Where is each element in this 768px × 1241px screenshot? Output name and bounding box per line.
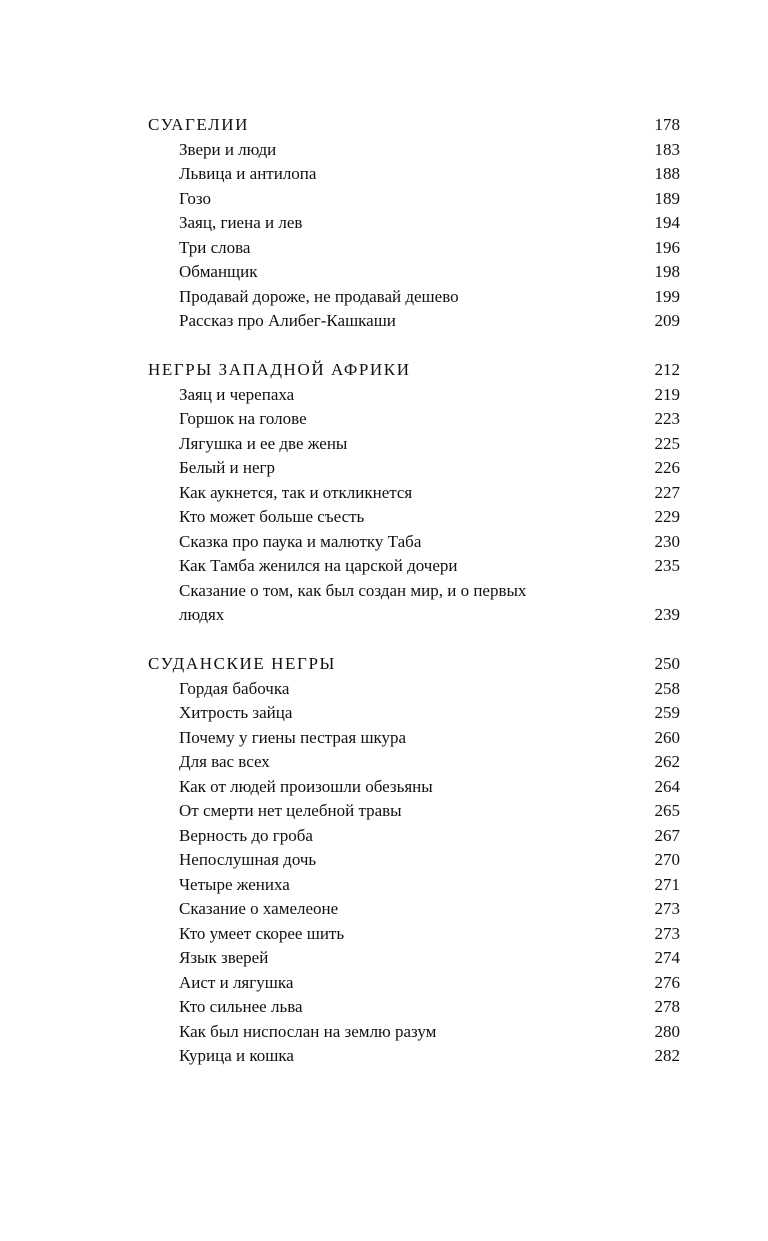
page-number: 225 — [654, 433, 680, 453]
entry-title: Как от людей произошли обезьяны — [179, 776, 433, 796]
entry-title: Белый и негр — [179, 458, 276, 477]
page-number: 262 — [654, 752, 680, 771]
entry-title: Заяц и черепаха — [179, 384, 295, 404]
page-number: 178 — [654, 115, 680, 134]
page-number: 209 — [654, 311, 680, 330]
page-number: 226 — [654, 458, 680, 477]
page-number: 230 — [654, 531, 680, 551]
toc-entry — [148, 456, 680, 481]
entry-title: Для вас всех — [179, 752, 270, 771]
toc-entry — [148, 995, 680, 1020]
toc-entry — [148, 481, 680, 506]
toc-entry — [148, 1044, 680, 1069]
page-number: 183 — [654, 139, 680, 159]
entry-title: Сказка про паука и малютку Таба — [179, 531, 422, 551]
entry-title: Заяц, гиена и лев — [179, 213, 303, 232]
page-number: 239 — [654, 605, 680, 624]
page-number: 274 — [654, 948, 680, 967]
toc-entry — [148, 897, 680, 922]
entry-title: От смерти нет целебной травы — [179, 801, 402, 820]
entry-title: Язык зверей — [179, 948, 269, 967]
section-heading — [148, 358, 680, 383]
toc-entry — [148, 554, 680, 579]
page-number: 235 — [654, 556, 680, 575]
toc-entry — [148, 260, 680, 285]
page-number: 267 — [654, 825, 680, 845]
page-number: 227 — [654, 482, 680, 502]
toc-entry — [148, 138, 680, 163]
page-number: 278 — [654, 997, 680, 1016]
entry-title: Как аукнется, так и откликнется — [179, 482, 413, 502]
toc-entry — [148, 922, 680, 947]
toc-entry — [148, 873, 680, 898]
entry-title: Курица и кошка — [179, 1046, 294, 1065]
page-number: 265 — [654, 801, 680, 820]
page-number: 276 — [654, 972, 680, 992]
page-number: 188 — [654, 164, 680, 183]
entry-title: Аист и лягушка — [179, 972, 294, 992]
section-title: СУАГЕЛИИ — [148, 115, 250, 134]
page-number: 223 — [654, 409, 680, 428]
toc-entry — [148, 726, 680, 751]
toc-entry — [148, 187, 680, 212]
toc-entry — [148, 162, 680, 187]
toc-entry — [148, 1020, 680, 1045]
page-number: 271 — [654, 874, 680, 894]
toc-entry — [148, 383, 680, 408]
entry-title: Кто может больше съесть — [179, 507, 365, 526]
entry-title: Четыре жениха — [179, 874, 290, 894]
page-number: 259 — [654, 703, 680, 722]
page-number: 260 — [654, 727, 680, 747]
entry-title: Верность до гроба — [179, 825, 313, 845]
page-number: 198 — [654, 262, 680, 281]
page-number: 270 — [654, 850, 680, 869]
page-number: 219 — [654, 384, 680, 404]
toc-entry — [148, 211, 680, 236]
section-title: НЕГРЫ ЗАПАДНОЙ АФРИКИ — [148, 360, 411, 379]
toc-entry — [148, 530, 680, 555]
toc-entry — [148, 971, 680, 996]
toc-entry — [148, 432, 680, 457]
entry-title: Три слова — [179, 237, 251, 257]
entry-title: Гордая бабочка — [179, 678, 290, 698]
entry-title: Гозо — [179, 188, 211, 208]
entry-title: Кто умеет скорее шить — [179, 923, 345, 943]
entry-title: Рассказ про Алибег-Кашкаши — [179, 311, 396, 330]
page-number: 250 — [654, 654, 680, 673]
section-title: СУДАНСКИЕ НЕГРЫ — [148, 654, 336, 673]
entry-title: Горшок на голове — [179, 409, 307, 428]
toc-entry — [148, 236, 680, 261]
toc-entry-wrapped-line2 — [148, 603, 680, 628]
entry-title: Лягушка и ее две жены — [179, 433, 348, 453]
page-number: 264 — [654, 776, 680, 796]
toc-entry — [148, 407, 680, 432]
toc-entry — [148, 285, 680, 310]
section-heading — [148, 652, 680, 677]
toc-entry — [148, 309, 680, 334]
toc-entry — [148, 750, 680, 775]
toc-entry — [148, 848, 680, 873]
toc-entry-wrapped-line1 — [148, 579, 680, 604]
entry-title: Обманщик — [179, 262, 258, 281]
toc-entry — [148, 824, 680, 849]
toc-entry — [148, 701, 680, 726]
entry-title: Продавай дороже, не продавай дешево — [179, 286, 459, 306]
toc-section-suageli — [148, 113, 680, 334]
toc-entry — [148, 799, 680, 824]
page-number: 189 — [654, 188, 680, 208]
entry-title: Львица и антилопа — [179, 164, 317, 183]
table-of-contents — [148, 113, 680, 1093]
page-number: 280 — [654, 1021, 680, 1041]
entry-title: Сказание о том, как был создан мир, и о первых — [179, 580, 527, 600]
toc-entry — [148, 946, 680, 971]
toc-entry — [148, 775, 680, 800]
page-number: 196 — [654, 237, 680, 257]
entry-title: Непослушная дочь — [179, 850, 317, 869]
toc-entry — [148, 677, 680, 702]
toc-section-sudan — [148, 652, 680, 1069]
section-heading — [148, 113, 680, 138]
toc-section-west-africa — [148, 358, 680, 628]
entry-title: Звери и люди — [179, 139, 277, 159]
entry-title: Почему у гиены пестрая шкура — [179, 727, 407, 747]
entry-title: Хитрость зайца — [179, 703, 293, 722]
entry-title-continuation: людях — [179, 605, 225, 624]
page-number: 212 — [654, 360, 680, 379]
page-number: 194 — [654, 213, 680, 232]
entry-title: Как Тамба женился на царской дочери — [179, 556, 458, 575]
entry-title: Как был ниспослан на землю разум — [179, 1021, 437, 1041]
page-number: 273 — [654, 899, 680, 918]
page-number: 273 — [654, 923, 680, 943]
page-number: 258 — [654, 678, 680, 698]
page-number: 229 — [654, 507, 680, 526]
toc-entry — [148, 505, 680, 530]
entry-title: Кто сильнее льва — [179, 997, 303, 1016]
entry-title: Сказание о хамелеоне — [179, 899, 339, 918]
page-number: 199 — [654, 286, 680, 306]
page-number: 282 — [654, 1046, 680, 1065]
